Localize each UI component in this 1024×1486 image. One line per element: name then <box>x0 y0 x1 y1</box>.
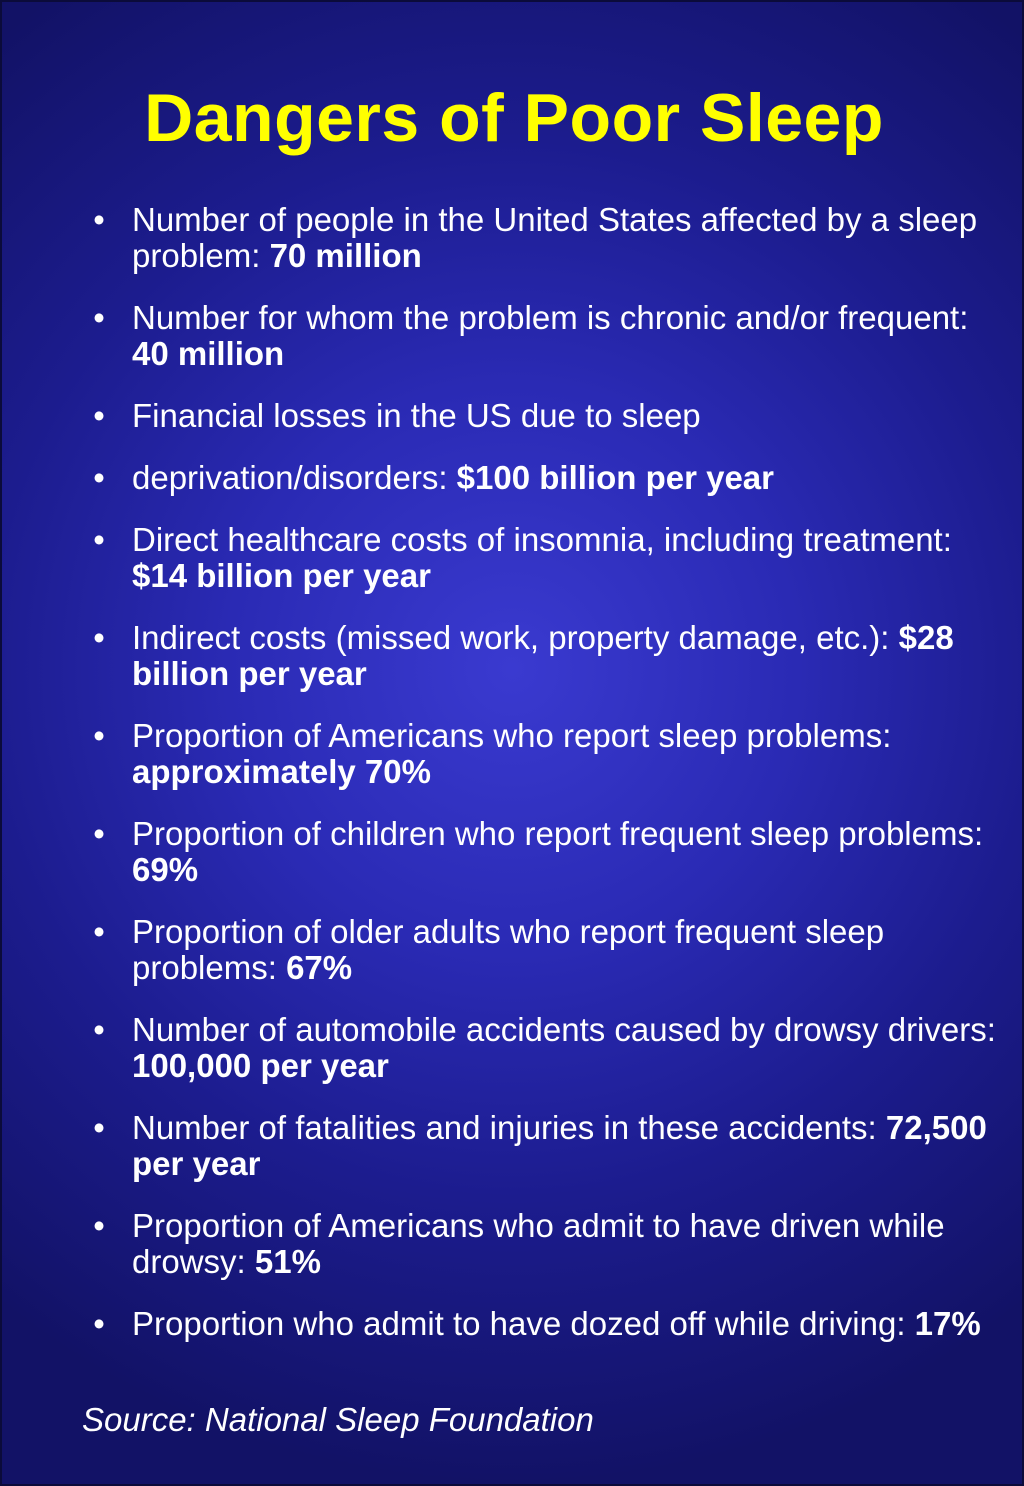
bullet-dot: • <box>93 619 105 656</box>
bullet-dot: • <box>93 717 105 754</box>
bullet-value: $14 billion per year <box>132 557 431 594</box>
bullet-dot: • <box>93 1011 105 1048</box>
bullet-dot: • <box>93 1207 105 1244</box>
slide-title: Dangers of Poor Sleep <box>144 80 884 156</box>
bullet-text: Proportion of Americans who report sleep problems: <box>132 717 892 754</box>
bullet-value: 100,000 per year <box>132 1047 389 1084</box>
bullet-text: Number of fatalities and injuries in these accidents: <box>132 1109 886 1146</box>
bullet-text: Proportion of older adults who report frequent sleep problems: <box>132 913 885 986</box>
bullet-item <box>93 913 1002 986</box>
bullet-item <box>93 521 1002 594</box>
bullet-value: $100 billion per year <box>456 459 774 496</box>
bullet-text: Number of automobile accidents caused by drowsy drivers: <box>132 1011 996 1048</box>
bullet-value: 72,500 per year <box>132 1109 987 1182</box>
bullet-text: Indirect costs (missed work, property damage, etc.): <box>132 619 899 656</box>
bullet-dot: • <box>93 815 105 852</box>
bullet-text: Proportion of Americans who admit to have driven while drowsy: <box>132 1207 945 1280</box>
bullet-list <box>2 2 1024 1486</box>
bullet-value: 70 million <box>269 237 422 274</box>
bullet-item <box>93 815 1002 888</box>
bullet-item <box>93 619 1002 692</box>
bullet-item <box>93 1207 1002 1280</box>
bullet-item <box>93 1011 1002 1084</box>
bullet-dot: • <box>93 299 105 336</box>
bullet-item <box>93 717 1002 790</box>
bullet-dot: • <box>93 459 105 496</box>
bullet-value: $28 billion per year <box>132 619 954 692</box>
bullet-text: Number of people in the United States affected by a sleep problem: <box>132 201 978 274</box>
bullet-text: Number for whom the problem is chronic and/or frequent: <box>132 299 969 336</box>
bullet-text: Proportion of children who report frequent sleep problems: <box>132 815 984 852</box>
bullet-dot: • <box>93 521 105 558</box>
bullet-value: 17% <box>914 1305 981 1342</box>
bullet-text: deprivation/disorders: <box>132 459 457 496</box>
bullet-dot: • <box>93 397 105 434</box>
bullet-dot: • <box>93 1109 105 1146</box>
bullet-dot: • <box>93 201 105 238</box>
bullet-value: 69% <box>132 851 199 888</box>
bullet-item <box>93 459 1002 496</box>
bullet-dot: • <box>93 1305 105 1342</box>
bullet-item <box>93 1109 1002 1182</box>
bullet-text: Financial losses in the US due to sleep <box>132 397 701 434</box>
bullet-item <box>93 1305 1002 1342</box>
bullet-dot: • <box>93 913 105 950</box>
bullet-text: Proportion who admit to have dozed off while driving: <box>132 1305 915 1342</box>
bullet-value: 51% <box>254 1243 321 1280</box>
source-citation: Source: National Sleep Foundation <box>82 1401 594 1438</box>
bullet-text: Direct healthcare costs of insomnia, including treatment: <box>132 521 952 558</box>
bullet-item <box>93 201 1002 274</box>
bullet-item <box>93 299 1002 372</box>
bullet-value: approximately 70% <box>132 753 431 790</box>
bullet-item <box>93 397 1002 434</box>
bullet-value: 40 million <box>132 335 285 372</box>
bullet-value: 67% <box>286 949 353 986</box>
